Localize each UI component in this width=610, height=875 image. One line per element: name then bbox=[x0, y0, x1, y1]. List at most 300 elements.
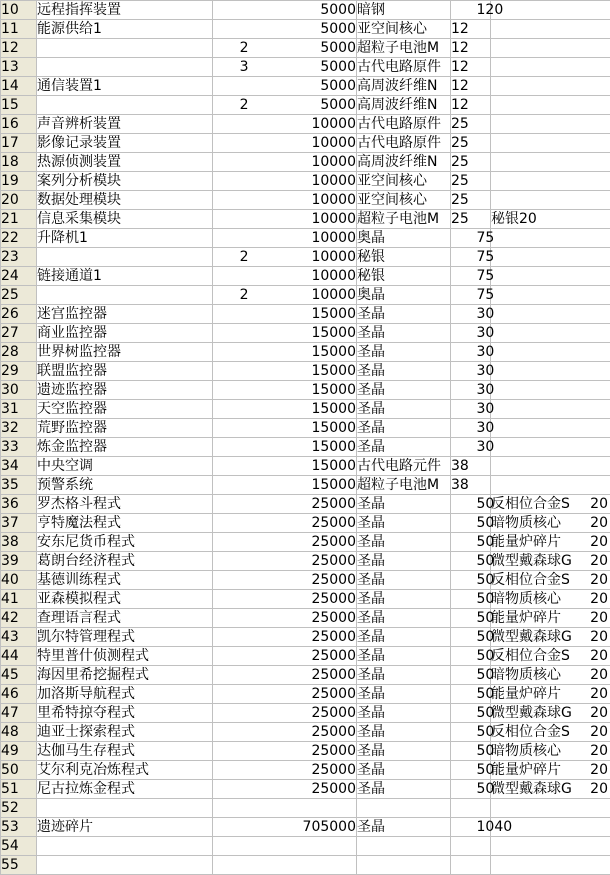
cell-material[interactable]: 超粒子电池M bbox=[357, 210, 451, 229]
cell-amount[interactable] bbox=[451, 590, 477, 609]
cell-amount-right[interactable] bbox=[477, 476, 491, 495]
cell-amount-2[interactable]: 20 bbox=[587, 704, 610, 723]
cell-price[interactable]: 10000 bbox=[249, 286, 357, 305]
cell-material[interactable]: 高周波纤维N bbox=[357, 96, 451, 115]
cell-amount-2[interactable] bbox=[587, 856, 610, 875]
cell-level[interactable] bbox=[213, 761, 249, 780]
row-header[interactable]: 27 bbox=[1, 324, 37, 343]
cell-price[interactable]: 10000 bbox=[249, 134, 357, 153]
cell-material-2[interactable] bbox=[491, 324, 587, 343]
cell-amount-right[interactable]: 30 bbox=[477, 381, 491, 400]
cell-price[interactable]: 15000 bbox=[249, 438, 357, 457]
cell-level[interactable] bbox=[213, 704, 249, 723]
cell-item-name[interactable]: 艾尔利克冶炼程式 bbox=[37, 761, 213, 780]
cell-material-2[interactable]: 秘银20 bbox=[491, 210, 587, 229]
cell-amount-2[interactable]: 20 bbox=[587, 685, 610, 704]
cell-level[interactable] bbox=[213, 381, 249, 400]
cell-price[interactable]: 25000 bbox=[249, 495, 357, 514]
cell-amount[interactable] bbox=[451, 305, 477, 324]
cell-amount-right[interactable]: 1040 bbox=[477, 818, 491, 837]
cell-amount-2[interactable] bbox=[587, 267, 610, 286]
cell-item-name[interactable]: 影像记录装置 bbox=[37, 134, 213, 153]
cell-material-2[interactable] bbox=[491, 286, 587, 305]
cell-amount-2[interactable]: 20 bbox=[587, 742, 610, 761]
cell-amount-2[interactable] bbox=[587, 134, 610, 153]
cell-material-2[interactable] bbox=[491, 381, 587, 400]
cell-amount-right[interactable]: 50 bbox=[477, 780, 491, 799]
row-header[interactable]: 13 bbox=[1, 58, 37, 77]
cell-material[interactable]: 圣晶 bbox=[357, 495, 451, 514]
cell-amount-right[interactable]: 50 bbox=[477, 742, 491, 761]
cell-item-name[interactable]: 海因里希挖掘程式 bbox=[37, 666, 213, 685]
cell-price[interactable]: 10000 bbox=[249, 153, 357, 172]
cell-amount-right[interactable] bbox=[477, 210, 491, 229]
cell-item-name[interactable]: 预警系统 bbox=[37, 476, 213, 495]
cell-amount[interactable]: 25 bbox=[451, 134, 477, 153]
cell-material[interactable]: 圣晶 bbox=[357, 590, 451, 609]
cell-price[interactable]: 15000 bbox=[249, 381, 357, 400]
cell-amount[interactable]: 25 bbox=[451, 191, 477, 210]
cell-material[interactable]: 圣晶 bbox=[357, 438, 451, 457]
cell-material[interactable]: 高周波纤维N bbox=[357, 153, 451, 172]
cell-level[interactable] bbox=[213, 419, 249, 438]
cell-level[interactable] bbox=[213, 742, 249, 761]
cell-price[interactable]: 25000 bbox=[249, 590, 357, 609]
cell-amount-right[interactable]: 30 bbox=[477, 343, 491, 362]
cell-amount[interactable] bbox=[451, 438, 477, 457]
cell-amount-2[interactable]: 20 bbox=[587, 552, 610, 571]
cell-level[interactable] bbox=[213, 400, 249, 419]
cell-amount-right[interactable] bbox=[477, 96, 491, 115]
cell-material-2[interactable]: 反相位合金S bbox=[491, 723, 587, 742]
cell-price[interactable]: 10000 bbox=[249, 172, 357, 191]
cell-amount-right[interactable] bbox=[477, 77, 491, 96]
cell-level[interactable] bbox=[213, 495, 249, 514]
row-header[interactable]: 49 bbox=[1, 742, 37, 761]
cell-amount[interactable]: 12 bbox=[451, 58, 477, 77]
cell-material-2[interactable] bbox=[491, 96, 587, 115]
row-header[interactable]: 43 bbox=[1, 628, 37, 647]
cell-level[interactable] bbox=[213, 533, 249, 552]
row-header[interactable]: 25 bbox=[1, 286, 37, 305]
cell-level[interactable] bbox=[213, 514, 249, 533]
cell-item-name[interactable] bbox=[37, 856, 213, 875]
cell-amount[interactable] bbox=[451, 267, 477, 286]
cell-amount-2[interactable] bbox=[587, 1, 610, 20]
cell-amount[interactable] bbox=[451, 324, 477, 343]
cell-item-name[interactable]: 世界树监控器 bbox=[37, 343, 213, 362]
cell-amount-right[interactable]: 50 bbox=[477, 609, 491, 628]
cell-price[interactable]: 705000 bbox=[249, 818, 357, 837]
cell-material[interactable]: 古代电路原件 bbox=[357, 115, 451, 134]
cell-amount[interactable] bbox=[451, 609, 477, 628]
cell-material[interactable]: 圣晶 bbox=[357, 742, 451, 761]
cell-item-name[interactable]: 中央空调 bbox=[37, 457, 213, 476]
cell-material[interactable]: 圣晶 bbox=[357, 609, 451, 628]
cell-amount-2[interactable]: 20 bbox=[587, 780, 610, 799]
cell-amount-right[interactable]: 30 bbox=[477, 400, 491, 419]
cell-amount[interactable] bbox=[451, 495, 477, 514]
cell-amount-2[interactable] bbox=[587, 438, 610, 457]
cell-amount-right[interactable]: 30 bbox=[477, 305, 491, 324]
cell-amount-2[interactable] bbox=[587, 210, 610, 229]
row-header[interactable]: 33 bbox=[1, 438, 37, 457]
cell-price[interactable]: 25000 bbox=[249, 704, 357, 723]
cell-amount[interactable] bbox=[451, 723, 477, 742]
cell-price[interactable]: 10000 bbox=[249, 115, 357, 134]
cell-item-name[interactable]: 基德训练程式 bbox=[37, 571, 213, 590]
row-header[interactable]: 46 bbox=[1, 685, 37, 704]
cell-price[interactable]: 10000 bbox=[249, 248, 357, 267]
cell-level[interactable] bbox=[213, 191, 249, 210]
cell-amount[interactable] bbox=[451, 799, 477, 818]
cell-amount-right[interactable]: 50 bbox=[477, 571, 491, 590]
cell-level[interactable] bbox=[213, 267, 249, 286]
cell-item-name[interactable]: 罗杰格斗程式 bbox=[37, 495, 213, 514]
cell-level[interactable] bbox=[213, 552, 249, 571]
cell-price[interactable]: 10000 bbox=[249, 229, 357, 248]
cell-item-name[interactable] bbox=[37, 799, 213, 818]
cell-material[interactable]: 圣晶 bbox=[357, 666, 451, 685]
row-header[interactable]: 20 bbox=[1, 191, 37, 210]
cell-item-name[interactable]: 亚森模拟程式 bbox=[37, 590, 213, 609]
cell-level[interactable] bbox=[213, 590, 249, 609]
cell-material-2[interactable] bbox=[491, 1, 587, 20]
cell-level[interactable] bbox=[213, 647, 249, 666]
cell-material[interactable]: 古代电路原件 bbox=[357, 134, 451, 153]
cell-item-name[interactable]: 遗迹监控器 bbox=[37, 381, 213, 400]
cell-amount-right[interactable]: 30 bbox=[477, 324, 491, 343]
cell-amount-right[interactable]: 50 bbox=[477, 590, 491, 609]
cell-material[interactable]: 亚空间核心 bbox=[357, 172, 451, 191]
cell-material-2[interactable] bbox=[491, 267, 587, 286]
cell-material-2[interactable]: 暗物质核心 bbox=[491, 742, 587, 761]
cell-amount-2[interactable]: 20 bbox=[587, 647, 610, 666]
cell-amount-2[interactable]: 20 bbox=[587, 514, 610, 533]
cell-price[interactable]: 10000 bbox=[249, 267, 357, 286]
cell-price[interactable]: 15000 bbox=[249, 305, 357, 324]
cell-material-2[interactable]: 暗物质核心 bbox=[491, 666, 587, 685]
cell-price[interactable]: 5000 bbox=[249, 77, 357, 96]
cell-amount[interactable] bbox=[451, 856, 477, 875]
cell-material-2[interactable]: 反相位合金S bbox=[491, 647, 587, 666]
cell-material[interactable]: 超粒子电池M bbox=[357, 39, 451, 58]
cell-amount-2[interactable] bbox=[587, 229, 610, 248]
cell-amount-right[interactable]: 50 bbox=[477, 552, 491, 571]
cell-amount-2[interactable] bbox=[587, 58, 610, 77]
row-header[interactable]: 48 bbox=[1, 723, 37, 742]
cell-amount-2[interactable] bbox=[587, 248, 610, 267]
cell-amount-right[interactable] bbox=[477, 39, 491, 58]
cell-price[interactable]: 10000 bbox=[249, 191, 357, 210]
cell-price[interactable]: 25000 bbox=[249, 628, 357, 647]
row-header[interactable]: 26 bbox=[1, 305, 37, 324]
row-header[interactable]: 37 bbox=[1, 514, 37, 533]
cell-material[interactable] bbox=[357, 837, 451, 856]
cell-material-2[interactable]: 微型戴森球G bbox=[491, 704, 587, 723]
cell-amount[interactable]: 12 bbox=[451, 77, 477, 96]
cell-material[interactable]: 圣晶 bbox=[357, 400, 451, 419]
cell-material-2[interactable]: 能量炉碎片 bbox=[491, 609, 587, 628]
cell-level[interactable] bbox=[213, 153, 249, 172]
cell-amount-2[interactable] bbox=[587, 153, 610, 172]
cell-price[interactable] bbox=[249, 799, 357, 818]
row-header[interactable]: 52 bbox=[1, 799, 37, 818]
cell-amount[interactable] bbox=[451, 837, 477, 856]
cell-level[interactable] bbox=[213, 780, 249, 799]
cell-level[interactable]: 2 bbox=[213, 248, 249, 267]
cell-material-2[interactable]: 反相位合金S bbox=[491, 571, 587, 590]
cell-price[interactable]: 25000 bbox=[249, 761, 357, 780]
cell-amount[interactable]: 12 bbox=[451, 39, 477, 58]
cell-amount-right[interactable]: 75 bbox=[477, 286, 491, 305]
cell-level[interactable] bbox=[213, 609, 249, 628]
cell-amount-right[interactable] bbox=[477, 172, 491, 191]
cell-material-2[interactable] bbox=[491, 837, 587, 856]
cell-amount-right[interactable] bbox=[477, 115, 491, 134]
cell-level[interactable] bbox=[213, 438, 249, 457]
cell-amount-right[interactable]: 50 bbox=[477, 666, 491, 685]
cell-material-2[interactable] bbox=[491, 305, 587, 324]
cell-amount[interactable] bbox=[451, 666, 477, 685]
row-header[interactable]: 55 bbox=[1, 856, 37, 875]
cell-amount-right[interactable]: 75 bbox=[477, 229, 491, 248]
cell-item-name[interactable]: 链接通道1 bbox=[37, 267, 213, 286]
cell-amount[interactable] bbox=[451, 381, 477, 400]
cell-amount[interactable]: 25 bbox=[451, 172, 477, 191]
cell-price[interactable]: 25000 bbox=[249, 571, 357, 590]
cell-price[interactable]: 15000 bbox=[249, 400, 357, 419]
cell-amount-right[interactable] bbox=[477, 837, 491, 856]
cell-material-2[interactable] bbox=[491, 172, 587, 191]
cell-amount-right[interactable]: 75 bbox=[477, 267, 491, 286]
cell-material[interactable]: 圣晶 bbox=[357, 818, 451, 837]
cell-level[interactable] bbox=[213, 685, 249, 704]
cell-material[interactable]: 圣晶 bbox=[357, 647, 451, 666]
cell-item-name[interactable]: 能源供给1 bbox=[37, 20, 213, 39]
cell-amount-right[interactable]: 30 bbox=[477, 362, 491, 381]
row-header[interactable]: 19 bbox=[1, 172, 37, 191]
cell-material-2[interactable]: 暗物质核心 bbox=[491, 514, 587, 533]
cell-item-name[interactable] bbox=[37, 286, 213, 305]
cell-price[interactable]: 5000 bbox=[249, 58, 357, 77]
cell-amount-right[interactable]: 50 bbox=[477, 647, 491, 666]
cell-amount-2[interactable]: 20 bbox=[587, 571, 610, 590]
cell-level[interactable] bbox=[213, 324, 249, 343]
cell-item-name[interactable]: 声音辨析装置 bbox=[37, 115, 213, 134]
cell-price[interactable]: 15000 bbox=[249, 362, 357, 381]
cell-material-2[interactable]: 微型戴森球G bbox=[491, 780, 587, 799]
cell-material[interactable]: 奥晶 bbox=[357, 229, 451, 248]
cell-price[interactable]: 5000 bbox=[249, 39, 357, 58]
cell-amount-right[interactable] bbox=[477, 134, 491, 153]
cell-item-name[interactable] bbox=[37, 58, 213, 77]
cell-material[interactable]: 亚空间核心 bbox=[357, 20, 451, 39]
cell-item-name[interactable]: 特里普什侦测程式 bbox=[37, 647, 213, 666]
cell-item-name[interactable]: 葛朗台经济程式 bbox=[37, 552, 213, 571]
cell-price[interactable]: 5000 bbox=[249, 20, 357, 39]
cell-amount[interactable]: 38 bbox=[451, 457, 477, 476]
cell-amount[interactable] bbox=[451, 818, 477, 837]
cell-material-2[interactable] bbox=[491, 39, 587, 58]
cell-item-name[interactable]: 查理语言程式 bbox=[37, 609, 213, 628]
cell-price[interactable]: 25000 bbox=[249, 533, 357, 552]
cell-amount[interactable] bbox=[451, 419, 477, 438]
row-header[interactable]: 16 bbox=[1, 115, 37, 134]
cell-amount-right[interactable]: 50 bbox=[477, 628, 491, 647]
row-header[interactable]: 18 bbox=[1, 153, 37, 172]
cell-level[interactable] bbox=[213, 628, 249, 647]
cell-material-2[interactable]: 反相位合金S bbox=[491, 495, 587, 514]
cell-level[interactable]: 2 bbox=[213, 39, 249, 58]
row-header[interactable]: 32 bbox=[1, 419, 37, 438]
cell-amount-2[interactable] bbox=[587, 837, 610, 856]
cell-material[interactable]: 圣晶 bbox=[357, 780, 451, 799]
cell-amount[interactable] bbox=[451, 571, 477, 590]
cell-amount-2[interactable]: 20 bbox=[587, 495, 610, 514]
cell-amount-right[interactable]: 50 bbox=[477, 685, 491, 704]
cell-amount-2[interactable]: 20 bbox=[587, 609, 610, 628]
cell-material-2[interactable]: 微型戴森球G bbox=[491, 552, 587, 571]
cell-amount[interactable] bbox=[451, 362, 477, 381]
cell-amount[interactable] bbox=[451, 685, 477, 704]
cell-level[interactable] bbox=[213, 571, 249, 590]
cell-amount-2[interactable] bbox=[587, 115, 610, 134]
cell-material-2[interactable] bbox=[491, 457, 587, 476]
cell-price[interactable]: 15000 bbox=[249, 457, 357, 476]
cell-price[interactable] bbox=[249, 856, 357, 875]
row-header[interactable]: 40 bbox=[1, 571, 37, 590]
cell-level[interactable] bbox=[213, 134, 249, 153]
cell-price[interactable]: 5000 bbox=[249, 1, 357, 20]
cell-material-2[interactable]: 微型戴森球G bbox=[491, 628, 587, 647]
cell-level[interactable] bbox=[213, 856, 249, 875]
cell-amount-right[interactable] bbox=[477, 457, 491, 476]
cell-material-2[interactable]: 能量炉碎片 bbox=[491, 685, 587, 704]
cell-price[interactable]: 15000 bbox=[249, 419, 357, 438]
cell-material-2[interactable]: 能量炉碎片 bbox=[491, 761, 587, 780]
cell-item-name[interactable] bbox=[37, 837, 213, 856]
cell-amount-right[interactable] bbox=[477, 153, 491, 172]
cell-level[interactable] bbox=[213, 457, 249, 476]
cell-amount[interactable] bbox=[451, 647, 477, 666]
cell-material[interactable]: 圣晶 bbox=[357, 704, 451, 723]
cell-amount-right[interactable]: 50 bbox=[477, 704, 491, 723]
cell-amount-right[interactable] bbox=[477, 799, 491, 818]
cell-amount-2[interactable] bbox=[587, 457, 610, 476]
cell-material[interactable]: 圣晶 bbox=[357, 761, 451, 780]
cell-material[interactable]: 圣晶 bbox=[357, 723, 451, 742]
cell-price[interactable]: 25000 bbox=[249, 780, 357, 799]
row-header[interactable]: 30 bbox=[1, 381, 37, 400]
row-header[interactable]: 14 bbox=[1, 77, 37, 96]
row-header[interactable]: 15 bbox=[1, 96, 37, 115]
cell-material[interactable]: 秘银 bbox=[357, 267, 451, 286]
cell-material[interactable]: 暗钢 bbox=[357, 1, 451, 20]
cell-price[interactable]: 10000 bbox=[249, 210, 357, 229]
cell-item-name[interactable]: 安东尼货币程式 bbox=[37, 533, 213, 552]
row-header[interactable]: 23 bbox=[1, 248, 37, 267]
cell-level[interactable] bbox=[213, 799, 249, 818]
cell-amount[interactable] bbox=[451, 742, 477, 761]
row-header[interactable]: 22 bbox=[1, 229, 37, 248]
cell-amount-right[interactable] bbox=[477, 58, 491, 77]
row-header[interactable]: 39 bbox=[1, 552, 37, 571]
cell-amount[interactable] bbox=[451, 552, 477, 571]
cell-amount[interactable]: 25 bbox=[451, 153, 477, 172]
cell-amount-right[interactable] bbox=[477, 20, 491, 39]
cell-price[interactable]: 5000 bbox=[249, 96, 357, 115]
cell-item-name[interactable]: 遗迹碎片 bbox=[37, 818, 213, 837]
cell-amount-2[interactable] bbox=[587, 172, 610, 191]
cell-amount-2[interactable] bbox=[587, 381, 610, 400]
cell-amount-right[interactable] bbox=[477, 856, 491, 875]
cell-item-name[interactable]: 迷宫监控器 bbox=[37, 305, 213, 324]
row-header[interactable]: 29 bbox=[1, 362, 37, 381]
cell-material-2[interactable] bbox=[491, 58, 587, 77]
cell-item-name[interactable]: 商业监控器 bbox=[37, 324, 213, 343]
cell-amount[interactable] bbox=[451, 1, 477, 20]
cell-amount-right[interactable]: 50 bbox=[477, 533, 491, 552]
row-header[interactable]: 50 bbox=[1, 761, 37, 780]
cell-amount[interactable] bbox=[451, 628, 477, 647]
row-header[interactable]: 47 bbox=[1, 704, 37, 723]
cell-price[interactable] bbox=[249, 837, 357, 856]
cell-material[interactable]: 圣晶 bbox=[357, 324, 451, 343]
cell-amount-right[interactable]: 30 bbox=[477, 438, 491, 457]
cell-item-name[interactable]: 信息采集模块 bbox=[37, 210, 213, 229]
cell-amount-2[interactable]: 20 bbox=[587, 590, 610, 609]
cell-price[interactable]: 25000 bbox=[249, 723, 357, 742]
cell-item-name[interactable]: 炼金监控器 bbox=[37, 438, 213, 457]
cell-material-2[interactable] bbox=[491, 400, 587, 419]
cell-material-2[interactable] bbox=[491, 419, 587, 438]
cell-material-2[interactable] bbox=[491, 115, 587, 134]
cell-amount-2[interactable] bbox=[587, 20, 610, 39]
cell-amount[interactable]: 38 bbox=[451, 476, 477, 495]
cell-price[interactable]: 25000 bbox=[249, 514, 357, 533]
cell-item-name[interactable]: 亨特魔法程式 bbox=[37, 514, 213, 533]
cell-amount-2[interactable] bbox=[587, 191, 610, 210]
cell-item-name[interactable]: 案列分析模块 bbox=[37, 172, 213, 191]
cell-price[interactable]: 25000 bbox=[249, 685, 357, 704]
cell-material[interactable]: 圣晶 bbox=[357, 685, 451, 704]
row-header[interactable]: 24 bbox=[1, 267, 37, 286]
cell-material-2[interactable] bbox=[491, 476, 587, 495]
cell-level[interactable] bbox=[213, 362, 249, 381]
cell-amount-2[interactable] bbox=[587, 77, 610, 96]
cell-level[interactable] bbox=[213, 476, 249, 495]
row-header[interactable]: 53 bbox=[1, 818, 37, 837]
cell-material-2[interactable] bbox=[491, 799, 587, 818]
cell-level[interactable]: 2 bbox=[213, 96, 249, 115]
cell-level[interactable]: 3 bbox=[213, 58, 249, 77]
cell-amount[interactable] bbox=[451, 229, 477, 248]
cell-level[interactable] bbox=[213, 172, 249, 191]
cell-material[interactable]: 圣晶 bbox=[357, 514, 451, 533]
cell-material[interactable]: 圣晶 bbox=[357, 552, 451, 571]
cell-material-2[interactable] bbox=[491, 248, 587, 267]
cell-amount[interactable] bbox=[451, 533, 477, 552]
cell-amount-2[interactable]: 20 bbox=[587, 628, 610, 647]
cell-amount[interactable]: 25 bbox=[451, 115, 477, 134]
cell-amount[interactable]: 12 bbox=[451, 96, 477, 115]
cell-level[interactable] bbox=[213, 305, 249, 324]
cell-item-name[interactable]: 远程指挥装置 bbox=[37, 1, 213, 20]
cell-amount-2[interactable] bbox=[587, 362, 610, 381]
cell-material[interactable]: 圣晶 bbox=[357, 381, 451, 400]
cell-amount-2[interactable] bbox=[587, 799, 610, 818]
